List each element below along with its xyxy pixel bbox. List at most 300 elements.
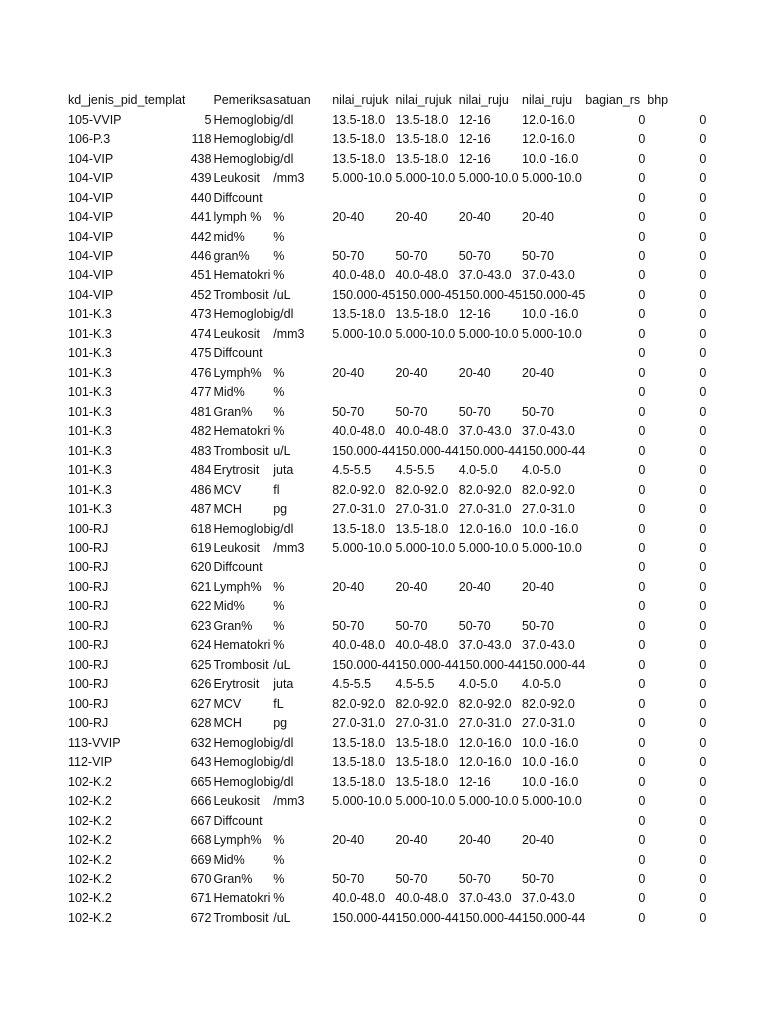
table-cell[interactable]: 50-70 [332, 871, 365, 886]
table-cell[interactable]: 0 [638, 774, 646, 789]
table-cell[interactable]: 104-VIP [68, 151, 114, 166]
table-cell[interactable]: 118 [191, 132, 212, 147]
table-cell[interactable]: /uL [273, 657, 291, 672]
table-cell[interactable]: 13.5-18.0 [395, 774, 449, 789]
table-cell[interactable]: g/dl [273, 774, 294, 789]
table-cell[interactable]: 441 [190, 210, 212, 225]
table-cell[interactable]: Hemoglobi [213, 521, 274, 536]
table-cell[interactable]: Trombosit [213, 287, 269, 302]
table-cell[interactable]: 50-70 [458, 871, 491, 886]
table-cell[interactable]: 101-K.3 [68, 482, 112, 497]
table-cell[interactable] [332, 344, 395, 363]
table-cell[interactable]: fL [273, 696, 284, 711]
table-cell[interactable]: 0 [638, 307, 646, 322]
table-cell[interactable]: 0 [638, 404, 646, 419]
table-cell[interactable]: % [273, 268, 285, 283]
table-cell[interactable]: 5.000-10.0 [395, 541, 456, 556]
table-cell[interactable]: 0 [699, 210, 707, 225]
table-cell[interactable] [459, 811, 522, 830]
table-cell[interactable]: pg [273, 502, 288, 517]
table-cell[interactable]: 0 [699, 677, 707, 692]
table-cell[interactable]: 477 [190, 385, 212, 400]
table-cell[interactable]: 481 [190, 404, 212, 419]
table-cell[interactable]: 0 [638, 326, 646, 341]
table-cell[interactable] [332, 227, 395, 246]
table-cell[interactable] [332, 383, 395, 402]
table-cell[interactable]: 100-RJ [68, 541, 109, 556]
table-cell[interactable]: 20-40 [458, 365, 491, 380]
table-cell[interactable]: 100-RJ [68, 657, 109, 672]
table-cell[interactable]: Hematokri [213, 268, 271, 283]
table-cell[interactable] [522, 383, 585, 402]
table-cell[interactable]: 100-RJ [68, 696, 109, 711]
table-cell[interactable]: 0 [638, 365, 646, 380]
table-cell[interactable] [273, 558, 332, 577]
header-cell[interactable]: bhp [647, 93, 669, 108]
table-cell[interactable]: 82.0-92.0 [395, 696, 449, 711]
table-cell[interactable]: 106-P.3 [68, 132, 111, 147]
table-cell[interactable]: 0 [638, 638, 646, 653]
table-cell[interactable]: g/dl [273, 735, 294, 750]
table-cell[interactable]: 0 [699, 268, 707, 283]
table-cell[interactable]: 476 [190, 365, 212, 380]
table-cell[interactable] [332, 850, 395, 869]
table-cell[interactable]: 475 [190, 346, 212, 361]
table-cell[interactable]: 482 [190, 424, 212, 439]
table-cell[interactable]: 12-16 [458, 132, 491, 147]
table-cell[interactable]: 13.5-18.0 [395, 735, 449, 750]
table-cell[interactable]: 37.0-43.0 [458, 891, 512, 906]
table-cell[interactable]: 150.000-44 [458, 657, 523, 672]
table-cell[interactable]: 12-16 [458, 112, 491, 127]
table-cell[interactable]: 50-70 [522, 248, 554, 263]
table-cell[interactable]: 100-RJ [68, 521, 109, 536]
table-cell[interactable]: 0 [699, 229, 707, 244]
table-cell[interactable]: % [273, 248, 285, 263]
table-cell[interactable]: 13.5-18.0 [395, 112, 449, 127]
table-cell[interactable]: 440 [190, 190, 212, 205]
table-cell[interactable]: 102-K.2 [68, 833, 112, 848]
table-cell[interactable]: 442 [190, 229, 212, 244]
table-cell[interactable]: 0 [699, 171, 707, 186]
header-cell[interactable]: Pemeriksa [213, 93, 273, 108]
table-cell[interactable]: 20-40 [395, 365, 428, 380]
header-cell[interactable]: kd_jenis_pid_templat [68, 93, 186, 108]
table-cell[interactable]: Hemoglobi [213, 735, 274, 750]
table-cell[interactable]: Leukosit [213, 171, 261, 186]
table-cell[interactable]: 100-RJ [68, 599, 109, 614]
table-cell[interactable]: 102-K.2 [68, 852, 112, 867]
table-cell[interactable]: Hemoglobi [213, 774, 274, 789]
table-cell[interactable]: 102-K.2 [68, 891, 112, 906]
table-cell[interactable]: 5.000-10.0 [395, 171, 456, 186]
table-cell[interactable]: 672 [190, 910, 212, 925]
table-cell[interactable]: 0 [699, 579, 707, 594]
table-cell[interactable]: Lymph% [213, 365, 262, 380]
table-cell[interactable]: 5.000-10.0 [332, 326, 392, 341]
table-cell[interactable]: 0 [638, 618, 646, 633]
table-cell[interactable]: 0 [638, 910, 646, 925]
table-cell[interactable]: Hemoglobi [213, 755, 274, 770]
table-cell[interactable]: 0 [699, 502, 707, 517]
table-cell[interactable] [522, 850, 585, 869]
table-cell[interactable]: 5 [204, 112, 212, 127]
table-cell[interactable]: g/dl [273, 132, 294, 147]
table-cell[interactable]: 37.0-43.0 [522, 424, 575, 439]
table-cell[interactable]: 624 [190, 638, 212, 653]
table-cell[interactable]: 4.5-5.5 [332, 463, 372, 478]
table-cell[interactable]: 4.0-5.0 [458, 677, 498, 692]
table-cell[interactable]: 0 [638, 541, 646, 556]
table-cell[interactable]: 0 [638, 112, 646, 127]
table-cell[interactable]: Diffcount [213, 813, 263, 828]
table-cell[interactable]: Erytrosit [213, 463, 260, 478]
table-cell[interactable]: 0 [638, 657, 646, 672]
table-cell[interactable]: 5.000-10.0 [522, 171, 582, 186]
table-cell[interactable] [332, 558, 395, 577]
table-cell[interactable] [395, 188, 458, 207]
table-cell[interactable]: 670 [190, 871, 212, 886]
table-cell[interactable]: 668 [190, 833, 212, 848]
table-cell[interactable]: juta [273, 463, 294, 478]
table-cell[interactable]: Trombosit [213, 443, 269, 458]
table-cell[interactable]: 150.000-44 [332, 657, 396, 672]
table-cell[interactable]: 20-40 [458, 210, 491, 225]
table-cell[interactable]: 0 [638, 248, 646, 263]
table-cell[interactable]: 82.0-92.0 [395, 482, 449, 497]
table-cell[interactable]: 0 [699, 599, 707, 614]
table-cell[interactable]: MCV [213, 696, 242, 711]
table-cell[interactable] [332, 811, 395, 830]
table-cell[interactable]: 0 [638, 794, 646, 809]
table-cell[interactable]: 104-VIP [68, 248, 114, 263]
table-cell[interactable]: 5.000-10.0 [522, 541, 582, 556]
table-cell[interactable]: 10.0 -16.0 [522, 735, 579, 750]
table-cell[interactable]: 40.0-48.0 [332, 891, 386, 906]
header-cell[interactable]: satuan [273, 93, 311, 108]
table-cell[interactable]: 0 [638, 677, 646, 692]
table-cell[interactable]: 5.000-10.0 [522, 326, 582, 341]
table-cell[interactable]: 40.0-48.0 [332, 268, 386, 283]
table-cell[interactable]: Diffcount [213, 190, 263, 205]
table-cell[interactable]: 100-RJ [68, 579, 109, 594]
table-cell[interactable]: 13.5-18.0 [332, 521, 386, 536]
table-cell[interactable]: 101-K.3 [68, 346, 112, 361]
table-cell[interactable]: 27.0-31.0 [522, 502, 575, 517]
table-cell[interactable]: 5.000-10.0 [395, 326, 456, 341]
table-cell[interactable]: 632 [190, 735, 212, 750]
table-cell[interactable]: 620 [190, 560, 212, 575]
table-cell[interactable]: % [273, 599, 285, 614]
table-cell[interactable]: 101-K.3 [68, 365, 112, 380]
table-cell[interactable]: MCH [213, 716, 242, 731]
table-cell[interactable]: Lymph% [213, 579, 262, 594]
table-cell[interactable]: 5.000-10.0 [332, 794, 392, 809]
header-cell[interactable]: bagian_rs [585, 93, 641, 108]
table-cell[interactable]: 0 [699, 696, 707, 711]
header-cell[interactable]: nilai_ruju [458, 93, 509, 108]
table-cell[interactable]: 0 [638, 385, 646, 400]
table-cell[interactable]: 102-K.2 [68, 871, 112, 886]
table-cell[interactable]: 0 [699, 190, 707, 205]
table-cell[interactable]: g/dl [273, 151, 294, 166]
table-cell[interactable]: Diffcount [213, 346, 263, 361]
table-cell[interactable]: Leukosit [213, 326, 261, 341]
table-cell[interactable]: 150.000-44 [395, 910, 459, 925]
table-cell[interactable]: 20-40 [332, 579, 365, 594]
table-cell[interactable]: 50-70 [458, 248, 491, 263]
table-cell[interactable]: 101-K.3 [68, 502, 112, 517]
table-cell[interactable] [522, 597, 585, 616]
table-cell[interactable]: 101-K.3 [68, 424, 112, 439]
table-cell[interactable]: 0 [699, 716, 707, 731]
table-cell[interactable]: 451 [190, 268, 212, 283]
table-cell[interactable]: 0 [638, 190, 646, 205]
table-cell[interactable]: 0 [699, 638, 707, 653]
table-cell[interactable]: 150.000-45 [522, 287, 586, 302]
table-cell[interactable]: 623 [190, 618, 212, 633]
table-cell[interactable]: 0 [699, 794, 707, 809]
table-cell[interactable]: Gran% [213, 618, 253, 633]
table-cell[interactable] [522, 344, 585, 363]
table-cell[interactable]: 40.0-48.0 [332, 638, 386, 653]
table-cell[interactable] [522, 188, 585, 207]
table-cell[interactable]: 0 [699, 424, 707, 439]
table-cell[interactable]: 12-16 [458, 774, 491, 789]
table-cell[interactable]: 0 [638, 210, 646, 225]
table-cell[interactable]: 113-VVIP [68, 735, 121, 750]
table-cell[interactable]: g/dl [273, 521, 294, 536]
table-cell[interactable]: 0 [638, 229, 646, 244]
table-cell[interactable]: 627 [190, 696, 212, 711]
table-cell[interactable]: 0 [699, 307, 707, 322]
table-cell[interactable]: Gran% [213, 404, 253, 419]
table-cell[interactable]: 0 [638, 346, 646, 361]
table-cell[interactable]: 104-VIP [68, 287, 114, 302]
header-cell[interactable]: nilai_ruju [522, 93, 573, 108]
table-cell[interactable]: 20-40 [522, 579, 554, 594]
table-cell[interactable]: 0 [638, 871, 646, 886]
table-cell[interactable]: 50-70 [522, 871, 554, 886]
table-cell[interactable]: 0 [638, 560, 646, 575]
table-cell[interactable]: 13.5-18.0 [332, 774, 386, 789]
table-cell[interactable]: 618 [190, 521, 212, 536]
table-cell[interactable] [522, 227, 585, 246]
table-cell[interactable]: 0 [638, 482, 646, 497]
table-cell[interactable] [395, 227, 458, 246]
table-cell[interactable]: Lymph% [213, 833, 262, 848]
table-cell[interactable]: 446 [190, 248, 212, 263]
table-cell[interactable]: mid% [213, 229, 245, 244]
table-cell[interactable] [459, 383, 522, 402]
table-cell[interactable]: 100-RJ [68, 618, 109, 633]
table-cell[interactable]: 10.0 -16.0 [522, 151, 579, 166]
table-cell[interactable]: 150.000-44 [522, 657, 586, 672]
table-cell[interactable]: 0 [638, 755, 646, 770]
table-cell[interactable]: 12.0-16.0 [458, 755, 512, 770]
table-cell[interactable]: Erytrosit [213, 677, 260, 692]
table-cell[interactable] [332, 188, 395, 207]
table-cell[interactable]: 82.0-92.0 [522, 482, 575, 497]
table-cell[interactable]: 0 [638, 696, 646, 711]
table-cell[interactable]: 13.5-18.0 [332, 735, 386, 750]
table-cell[interactable]: 13.5-18.0 [332, 132, 386, 147]
table-cell[interactable] [273, 344, 332, 363]
table-cell[interactable]: /uL [273, 287, 291, 302]
table-cell[interactable]: 20-40 [458, 833, 491, 848]
table-cell[interactable]: 0 [699, 443, 707, 458]
table-cell[interactable]: Gran% [213, 871, 253, 886]
table-cell[interactable]: 0 [638, 287, 646, 302]
table-cell[interactable]: Hemoglobi [213, 112, 274, 127]
table-cell[interactable]: 101-K.3 [68, 307, 112, 322]
table-cell[interactable]: Hematokri [213, 891, 271, 906]
table-cell[interactable]: % [273, 404, 285, 419]
table-cell[interactable]: 50-70 [395, 871, 428, 886]
table-cell[interactable]: g/dl [273, 755, 294, 770]
table-cell[interactable]: 619 [190, 541, 212, 556]
table-cell[interactable]: 20-40 [332, 365, 365, 380]
table-cell[interactable]: 100-RJ [68, 638, 109, 653]
table-cell[interactable]: % [273, 638, 285, 653]
table-cell[interactable]: 0 [638, 151, 646, 166]
table-cell[interactable] [273, 811, 332, 830]
table-cell[interactable]: 0 [638, 735, 646, 750]
table-cell[interactable]: 27.0-31.0 [522, 716, 575, 731]
table-cell[interactable]: 626 [190, 677, 212, 692]
table-cell[interactable]: 101-K.3 [68, 326, 112, 341]
table-cell[interactable]: 101-K.3 [68, 385, 112, 400]
table-cell[interactable]: 27.0-31.0 [332, 502, 386, 517]
table-cell[interactable]: 20-40 [395, 579, 428, 594]
table-cell[interactable]: 150.000-45 [395, 287, 459, 302]
table-cell[interactable]: 0 [699, 112, 707, 127]
table-cell[interactable]: 82.0-92.0 [332, 482, 386, 497]
table-cell[interactable]: 37.0-43.0 [522, 891, 575, 906]
table-cell[interactable]: 150.000-45 [458, 287, 523, 302]
header-cell[interactable]: nilai_rujuk [332, 93, 389, 108]
table-cell[interactable]: 50-70 [522, 618, 554, 633]
table-cell[interactable]: fl [273, 482, 280, 497]
table-cell[interactable]: 0 [638, 171, 646, 186]
table-cell[interactable]: u/L [273, 443, 291, 458]
table-cell[interactable]: 666 [190, 794, 212, 809]
table-cell[interactable]: 0 [699, 813, 707, 828]
table-cell[interactable]: 628 [190, 716, 212, 731]
table-cell[interactable] [395, 811, 458, 830]
table-cell[interactable]: 643 [190, 755, 212, 770]
table-cell[interactable]: 150.000-44 [522, 443, 586, 458]
table-cell[interactable]: gran% [213, 248, 250, 263]
table-cell[interactable]: 82.0-92.0 [458, 482, 512, 497]
table-cell[interactable]: 5.000-10.0 [458, 326, 519, 341]
table-cell[interactable]: 4.5-5.5 [395, 677, 435, 692]
table-cell[interactable]: 0 [638, 502, 646, 517]
table-cell[interactable]: 0 [699, 151, 707, 166]
table-cell[interactable]: 100-RJ [68, 560, 109, 575]
table-cell[interactable]: 20-40 [332, 210, 365, 225]
table-cell[interactable]: pg [273, 716, 288, 731]
table-cell[interactable]: 0 [699, 404, 707, 419]
table-cell[interactable]: 0 [699, 657, 707, 672]
table-cell[interactable]: 37.0-43.0 [458, 268, 512, 283]
table-cell[interactable]: 13.5-18.0 [395, 307, 449, 322]
table-cell[interactable] [522, 558, 585, 577]
table-cell[interactable]: Leukosit [213, 541, 261, 556]
table-cell[interactable]: juta [273, 677, 294, 692]
table-cell[interactable] [395, 558, 458, 577]
table-cell[interactable]: Trombosit [213, 657, 269, 672]
table-cell[interactable]: 100-RJ [68, 677, 109, 692]
table-cell[interactable]: 0 [699, 774, 707, 789]
table-cell[interactable]: 0 [699, 541, 707, 556]
table-cell[interactable]: 439 [190, 171, 212, 186]
table-cell[interactable]: 667 [190, 813, 212, 828]
table-cell[interactable]: 104-VIP [68, 210, 114, 225]
table-cell[interactable]: 50-70 [332, 248, 365, 263]
table-cell[interactable]: 20-40 [522, 210, 554, 225]
table-cell[interactable]: 0 [638, 521, 646, 536]
table-cell[interactable]: 0 [638, 852, 646, 867]
table-cell[interactable] [395, 383, 458, 402]
table-cell[interactable]: 5.000-10.0 [458, 171, 519, 186]
table-cell[interactable]: 0 [699, 346, 707, 361]
table-cell[interactable]: % [273, 229, 285, 244]
table-cell[interactable]: 37.0-43.0 [458, 424, 512, 439]
table-cell[interactable] [395, 850, 458, 869]
table-cell[interactable]: 0 [638, 891, 646, 906]
table-cell[interactable]: 4.5-5.5 [332, 677, 372, 692]
table-cell[interactable]: 150.000-44 [522, 910, 586, 925]
table-cell[interactable]: 0 [638, 443, 646, 458]
table-cell[interactable]: 50-70 [522, 404, 554, 419]
table-cell[interactable]: 10.0 -16.0 [522, 521, 579, 536]
table-cell[interactable]: 40.0-48.0 [395, 424, 449, 439]
table-cell[interactable]: 20-40 [395, 833, 428, 848]
header-cell[interactable]: nilai_rujuk [395, 93, 452, 108]
table-cell[interactable]: 0 [699, 618, 707, 633]
table-cell[interactable]: % [273, 385, 285, 400]
table-cell[interactable]: 12-16 [458, 307, 491, 322]
table-cell[interactable]: 20-40 [332, 833, 365, 848]
table-cell[interactable]: 10.0 -16.0 [522, 307, 579, 322]
table-cell[interactable]: % [273, 852, 285, 867]
table-cell[interactable]: 0 [638, 132, 646, 147]
table-cell[interactable]: 100-RJ [68, 716, 109, 731]
table-cell[interactable]: Hematokri [213, 638, 271, 653]
table-cell[interactable]: 0 [699, 326, 707, 341]
table-cell[interactable]: 0 [638, 599, 646, 614]
table-cell[interactable]: Diffcount [213, 560, 263, 575]
table-cell[interactable]: 10.0 -16.0 [522, 755, 579, 770]
table-cell[interactable]: 40.0-48.0 [332, 424, 386, 439]
table-cell[interactable]: 438 [190, 151, 212, 166]
table-cell[interactable]: 0 [699, 385, 707, 400]
table-cell[interactable]: 13.5-18.0 [332, 755, 386, 770]
table-cell[interactable]: % [273, 871, 285, 886]
table-cell[interactable]: 20-40 [522, 365, 554, 380]
table-cell[interactable]: 625 [190, 657, 212, 672]
table-cell[interactable]: 37.0-43.0 [522, 638, 575, 653]
table-cell[interactable]: 50-70 [458, 404, 491, 419]
table-cell[interactable]: 4.0-5.0 [522, 463, 561, 478]
table-cell[interactable]: 82.0-92.0 [332, 696, 386, 711]
table-cell[interactable]: 102-K.2 [68, 910, 112, 925]
table-cell[interactable]: 5.000-10.0 [395, 794, 456, 809]
table-cell[interactable]: 27.0-31.0 [395, 716, 449, 731]
table-cell[interactable]: 0 [699, 871, 707, 886]
table-cell[interactable]: 0 [638, 268, 646, 283]
